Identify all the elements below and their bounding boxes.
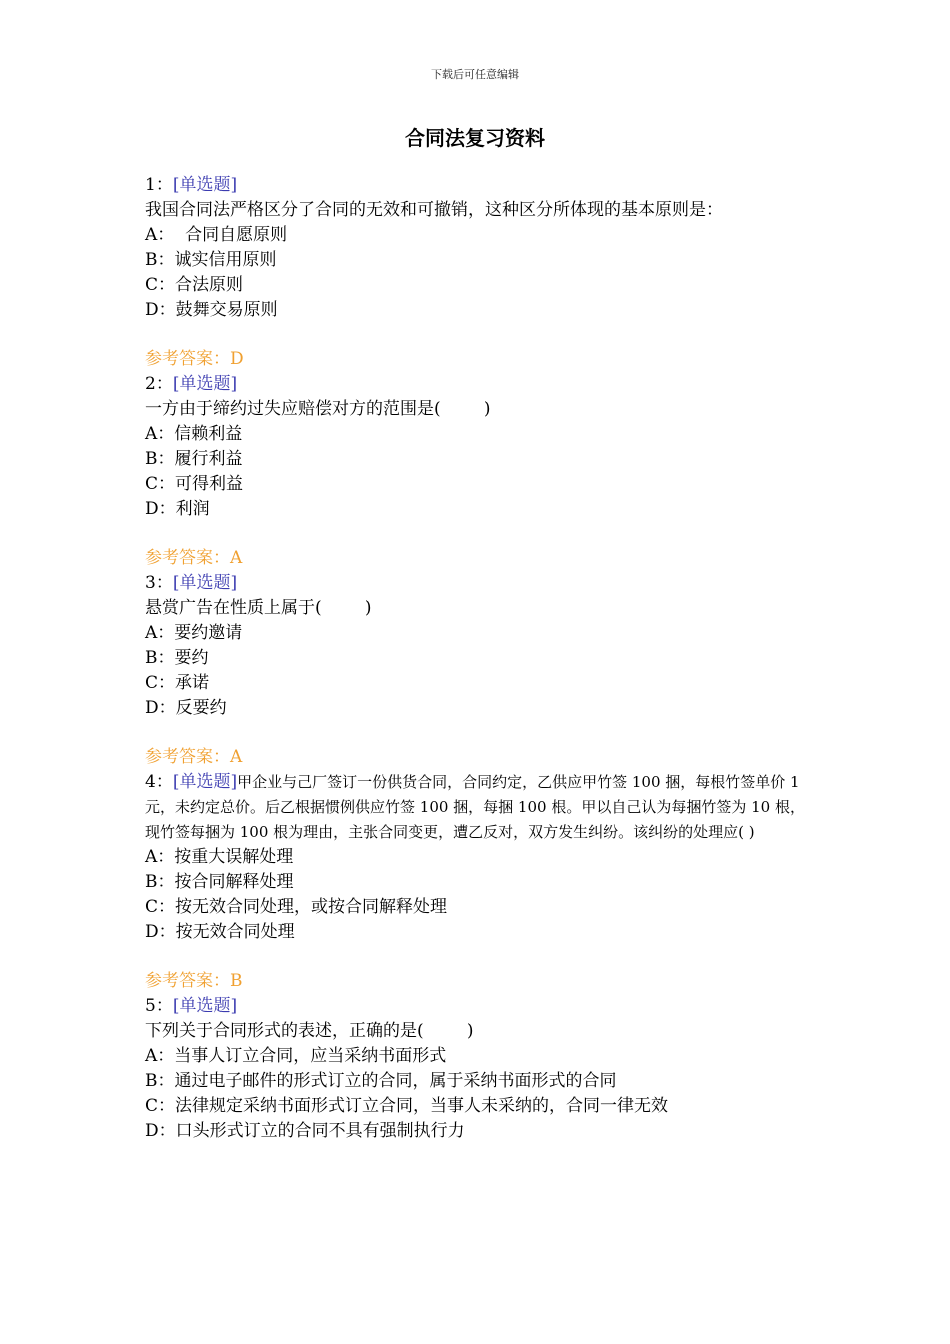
option-key: D：	[145, 499, 176, 519]
question-2	[145, 372, 805, 571]
question-number: 3：	[145, 573, 173, 593]
option-text: 承诺	[175, 673, 210, 693]
question-list	[145, 173, 805, 1144]
option-key: D：	[145, 698, 176, 718]
option-a	[145, 1044, 805, 1069]
option-text: 鼓舞交易原则	[175, 300, 278, 320]
option-text: 诚实信用原则	[174, 250, 277, 270]
option-key: B：	[145, 250, 175, 270]
option-key: B：	[145, 872, 175, 892]
option-c	[145, 273, 805, 298]
option-key: B：	[145, 449, 175, 469]
option-text: 利润	[175, 499, 210, 519]
reference-answer: 参考答案：A	[145, 548, 243, 568]
option-key: C：	[145, 275, 176, 295]
document-title: 合同法复习资料	[405, 126, 545, 150]
option-d	[145, 497, 805, 522]
option-key: A：	[145, 623, 175, 643]
question-stem: 下列关于合同形式的表述，正确的是( )	[145, 1021, 474, 1041]
option-b	[145, 447, 805, 472]
option-c	[145, 472, 805, 497]
option-key: A：	[145, 225, 175, 245]
option-text: 按重大误解处理	[174, 847, 294, 867]
option-text: 履行利益	[174, 449, 243, 469]
question-number: 1：	[145, 175, 173, 195]
question-stem: 我国合同法严格区分了合同的无效和可撤销，这种区分所体现的基本原则是：	[145, 200, 723, 220]
option-key: B：	[145, 1071, 175, 1091]
option-key: C：	[145, 1096, 176, 1116]
question-stem: 一方由于缔约过失应赔偿对方的范围是( )	[145, 399, 491, 419]
option-d	[145, 298, 805, 323]
option-d	[145, 1119, 805, 1144]
option-b	[145, 646, 805, 671]
question-stem: 悬赏广告在性质上属于( )	[145, 598, 372, 618]
question-type: [单选题]	[172, 374, 238, 394]
option-c	[145, 1094, 805, 1119]
option-key: D：	[145, 300, 176, 320]
question-type: [单选题]	[172, 996, 238, 1016]
option-key: A：	[145, 847, 175, 867]
question-4	[145, 770, 805, 994]
header-note: 下载后可任意编辑	[431, 68, 519, 81]
option-d	[145, 696, 805, 721]
option-text: 合法原则	[175, 275, 244, 295]
option-a	[145, 422, 805, 447]
question-header	[145, 173, 805, 198]
option-key: C：	[145, 474, 176, 494]
question-number: 5：	[145, 996, 173, 1016]
question-header	[145, 770, 805, 845]
option-d	[145, 920, 805, 945]
question-header	[145, 994, 805, 1019]
option-b	[145, 870, 805, 895]
option-b	[145, 248, 805, 273]
option-text: 要约	[174, 648, 209, 668]
reference-answer: 参考答案：B	[145, 971, 243, 991]
option-key: A：	[145, 424, 175, 444]
option-b	[145, 1069, 805, 1094]
option-c	[145, 895, 805, 920]
option-a	[145, 845, 805, 870]
question-number: 4：	[145, 772, 173, 792]
option-key: A：	[145, 1046, 175, 1066]
question-5	[145, 994, 805, 1144]
question-type: [单选题]	[172, 573, 238, 593]
option-key: D：	[145, 1121, 176, 1141]
option-key: C：	[145, 897, 176, 917]
option-key: B：	[145, 648, 175, 668]
question-number: 2：	[145, 374, 173, 394]
option-a	[145, 223, 805, 248]
option-text: 要约邀请	[174, 623, 243, 643]
option-text: 可得利益	[175, 474, 244, 494]
reference-answer: 参考答案：A	[145, 747, 243, 767]
option-key: D：	[145, 922, 176, 942]
option-text: 按无效合同处理，或按合同解释处理	[175, 897, 448, 917]
option-text: 通过电子邮件的形式订立的合同，属于采纳书面形式的合同	[174, 1071, 617, 1091]
option-a	[145, 621, 805, 646]
option-text: 法律规定采纳书面形式订立合同，当事人未采纳的，合同一律无效	[175, 1096, 669, 1116]
question-1	[145, 173, 805, 372]
option-key: C：	[145, 673, 176, 693]
option-text: 合同自愿原则	[174, 225, 288, 245]
option-text: 按无效合同处理	[175, 922, 295, 942]
reference-answer: 参考答案：D	[145, 349, 244, 369]
option-text: 信赖利益	[174, 424, 243, 444]
question-3	[145, 571, 805, 770]
question-type: [单选题]	[172, 175, 238, 195]
question-header	[145, 372, 805, 397]
question-type: [单选题]	[172, 772, 238, 792]
question-header	[145, 571, 805, 596]
option-text: 按合同解释处理	[174, 872, 294, 892]
option-text: 口头形式订立的合同不具有强制执行力	[175, 1121, 465, 1141]
option-c	[145, 671, 805, 696]
option-text: 当事人订立合同，应当采纳书面形式	[174, 1046, 447, 1066]
option-text: 反要约	[175, 698, 227, 718]
question-stem: 甲企业与己厂签订一份供货合同，合同约定，乙供应甲竹签 100 捆，每根竹签单价 1 元，未约定总价。后乙根据惯例供应竹签 100 捆，每捆 100 根。甲以自己认为每捆竹签为 10 根，现竹签每捆为 100 根为理由，主张合同变更，遭乙反对，双方发生纠纷。该纠纷的处理应( )	[145, 773, 805, 841]
